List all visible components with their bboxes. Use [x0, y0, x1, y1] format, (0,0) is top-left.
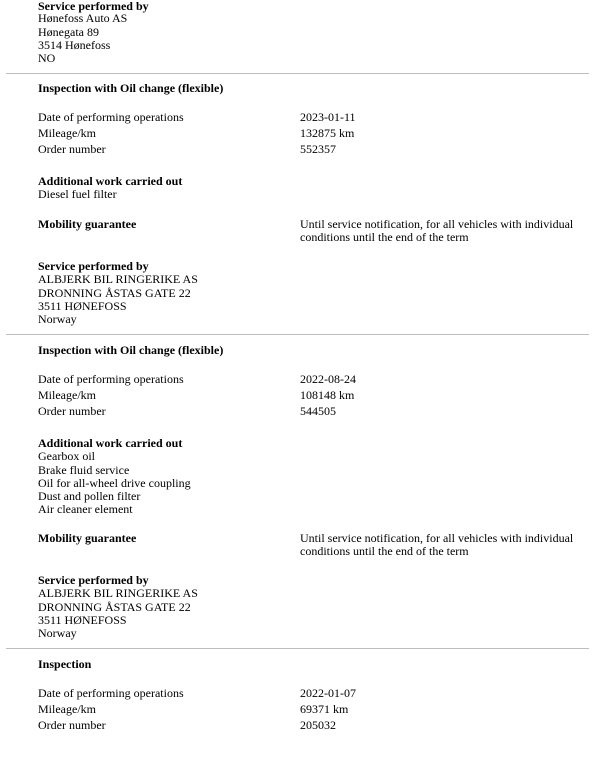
mobility-guarantee-label: Mobility guarantee — [38, 531, 137, 545]
service-provider-street: DRONNING ÅSTAS GATE 22 — [38, 599, 191, 614]
date-label: Date of performing operations — [38, 372, 184, 386]
service-provider-street: Hønegata 89 — [38, 24, 99, 39]
order-value: 544505 — [300, 404, 336, 418]
service-title: Inspection — [38, 657, 92, 671]
date-value: 2023-01-11 — [300, 110, 356, 124]
section-divider — [6, 334, 589, 335]
order-label: Order number — [38, 142, 106, 156]
service-title: Inspection with Oil change (flexible) — [38, 343, 224, 357]
date-label: Date of performing operations — [38, 686, 184, 700]
service-provider-postal: 3511 HØNEFOSS — [38, 612, 127, 627]
order-value: 205032 — [300, 718, 336, 732]
date-value: 2022-01-07 — [300, 686, 356, 700]
mileage-value: 69371 km — [300, 702, 349, 716]
service-provider-country: NO — [38, 50, 56, 65]
additional-work-item: Oil for all-wheel drive coupling — [38, 476, 191, 490]
date-label: Date of performing operations — [38, 110, 184, 124]
additional-work-item: Air cleaner element — [38, 502, 133, 516]
service-provider-heading: Service performed by — [38, 0, 149, 13]
mileage-value: 108148 km — [300, 388, 355, 402]
service-provider-name: Hønefoss Auto AS — [38, 11, 128, 25]
service-title: Inspection with Oil change (flexible) — [38, 81, 224, 95]
mileage-label: Mileage/km — [38, 702, 96, 716]
additional-work-item: Gearbox oil — [38, 449, 95, 463]
service-provider-country: Norway — [38, 312, 77, 326]
section-divider — [6, 73, 589, 74]
service-provider-country: Norway — [38, 626, 77, 640]
order-label: Order number — [38, 718, 106, 732]
service-provider-postal: 3514 Hønefoss — [38, 37, 111, 52]
date-value: 2022-08-24 — [300, 372, 356, 386]
additional-work-item: Dust and pollen filter — [38, 489, 141, 503]
mobility-guarantee-text: conditions until the end of the term — [300, 544, 469, 558]
order-value: 552357 — [300, 142, 336, 156]
service-provider-postal: 3511 HØNEFOSS — [38, 298, 127, 313]
mobility-guarantee-text: conditions until the end of the term — [300, 230, 469, 244]
mileage-value: 132875 km — [300, 126, 355, 140]
mobility-guarantee-label: Mobility guarantee — [38, 217, 137, 231]
additional-work-item: Brake fluid service — [38, 462, 130, 477]
mobility-guarantee-text: Until service notification, for all vehicles with individual — [300, 217, 574, 231]
service-provider-heading: Service performed by — [38, 573, 149, 587]
order-label: Order number — [38, 404, 106, 418]
additional-work-heading: Additional work carried out — [38, 436, 183, 450]
service-provider-heading: Service performed by — [38, 259, 149, 273]
mileage-label: Mileage/km — [38, 126, 96, 140]
section-divider — [6, 648, 589, 649]
additional-work-item: Diesel fuel filter — [38, 187, 117, 201]
service-provider-name: ALBJERK BIL RINGERIKE AS — [38, 586, 198, 600]
service-provider-street: DRONNING ÅSTAS GATE 22 — [38, 285, 191, 300]
mobility-guarantee-text: Until service notification, for all vehicles with individual — [300, 531, 574, 545]
mileage-label: Mileage/km — [38, 388, 96, 402]
service-provider-name: ALBJERK BIL RINGERIKE AS — [38, 272, 198, 286]
additional-work-heading: Additional work carried out — [38, 174, 183, 188]
